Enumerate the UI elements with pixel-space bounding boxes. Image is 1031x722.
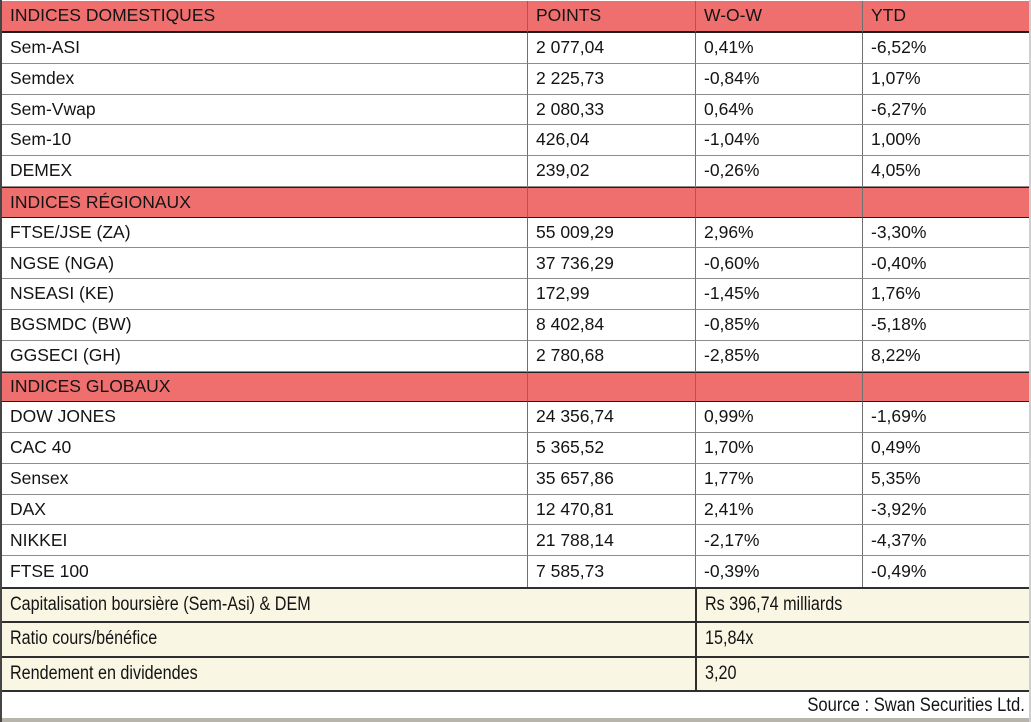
index-name: Semdex [2,64,527,95]
column-header: POINTS [527,1,695,33]
summary-row [2,589,1029,623]
index-name: Sem-ASI [2,33,527,64]
summary-value-cell [695,658,1029,690]
summary-value-cell [695,589,1029,621]
column-header: W-O-W [695,1,862,33]
index-wow: -1,04% [695,125,862,156]
section-header-empty [695,372,862,403]
index-ytd: -6,52% [862,33,1029,64]
index-points: 239,02 [527,156,695,187]
summary-label-cell [2,623,695,655]
index-name: BGSMDC (BW) [2,310,527,341]
summary-label-cell [2,658,695,690]
index-wow: -0,84% [695,64,862,95]
index-name: DAX [2,495,527,526]
index-name: GGSECI (GH) [2,341,527,372]
index-points: 2 225,73 [527,64,695,95]
index-wow: 1,70% [695,433,862,464]
summary-value: 3,20 [705,662,737,684]
index-wow: -1,45% [695,279,862,310]
table-header-title: INDICES DOMESTIQUES [2,1,527,33]
index-wow: -2,85% [695,341,862,372]
index-wow: 0,64% [695,95,862,126]
index-wow: -0,60% [695,248,862,279]
index-ytd: 0,49% [862,433,1029,464]
source-row [2,692,1029,718]
index-points: 426,04 [527,125,695,156]
index-points: 21 788,14 [527,525,695,556]
index-points: 24 356,74 [527,402,695,433]
index-name: Sem-10 [2,125,527,156]
index-points: 35 657,86 [527,464,695,495]
index-name: NGSE (NGA) [2,248,527,279]
section-header-empty [862,187,1029,218]
index-wow: 2,41% [695,495,862,526]
summary-label: Capitalisation boursière (Sem-Asi) & DEM [10,594,311,616]
index-points: 8 402,84 [527,310,695,341]
index-name: DEMEX [2,156,527,187]
index-points: 2 780,68 [527,341,695,372]
index-ytd: -0,49% [862,556,1029,587]
section-header: INDICES RÉGIONAUX [2,187,527,218]
source-text: Source : Swan Securities Ltd. [807,693,1025,716]
index-points: 2 080,33 [527,95,695,126]
index-points: 7 585,73 [527,556,695,587]
indices-table [2,1,1029,587]
section-header-empty [527,372,695,403]
summary-row [2,623,1029,657]
index-ytd: 1,00% [862,125,1029,156]
section-header-empty [527,187,695,218]
index-name: NSEASI (KE) [2,279,527,310]
index-wow: -2,17% [695,525,862,556]
index-points: 172,99 [527,279,695,310]
index-wow: -0,26% [695,156,862,187]
index-ytd: 8,22% [862,341,1029,372]
index-ytd: 1,07% [862,64,1029,95]
index-ytd: 4,05% [862,156,1029,187]
section-header-empty [862,372,1029,403]
index-wow: 1,77% [695,464,862,495]
summary-value: Rs 396,74 milliards [705,594,843,616]
section-header-empty [695,187,862,218]
column-header: YTD [862,1,1029,33]
index-wow: 0,99% [695,402,862,433]
index-ytd: -4,37% [862,525,1029,556]
section-header: INDICES GLOBAUX [2,372,527,403]
index-wow: -0,39% [695,556,862,587]
index-ytd: -3,92% [862,495,1029,526]
index-name: NIKKEI [2,525,527,556]
index-wow: 0,41% [695,33,862,64]
index-name: FTSE/JSE (ZA) [2,218,527,249]
summary-label: Rendement en dividendes [10,662,198,684]
index-wow: -0,85% [695,310,862,341]
index-points: 5 365,52 [527,433,695,464]
index-name: Sem-Vwap [2,95,527,126]
summary-table [2,587,1029,692]
index-ytd: -3,30% [862,218,1029,249]
summary-label-cell [2,589,695,621]
bottom-border [2,718,1029,722]
index-points: 2 077,04 [527,33,695,64]
index-ytd: -5,18% [862,310,1029,341]
index-ytd: 1,76% [862,279,1029,310]
summary-row [2,658,1029,692]
index-points: 12 470,81 [527,495,695,526]
summary-label: Ratio cours/bénéfice [10,628,158,650]
index-points: 55 009,29 [527,218,695,249]
index-name: CAC 40 [2,433,527,464]
index-ytd: -1,69% [862,402,1029,433]
index-ytd: -6,27% [862,95,1029,126]
index-ytd: 5,35% [862,464,1029,495]
index-points: 37 736,29 [527,248,695,279]
summary-value: 15,84x [705,628,754,650]
index-name: DOW JONES [2,402,527,433]
summary-value-cell [695,623,1029,655]
index-name: FTSE 100 [2,556,527,587]
index-ytd: -0,40% [862,248,1029,279]
index-wow: 2,96% [695,218,862,249]
index-name: Sensex [2,464,527,495]
